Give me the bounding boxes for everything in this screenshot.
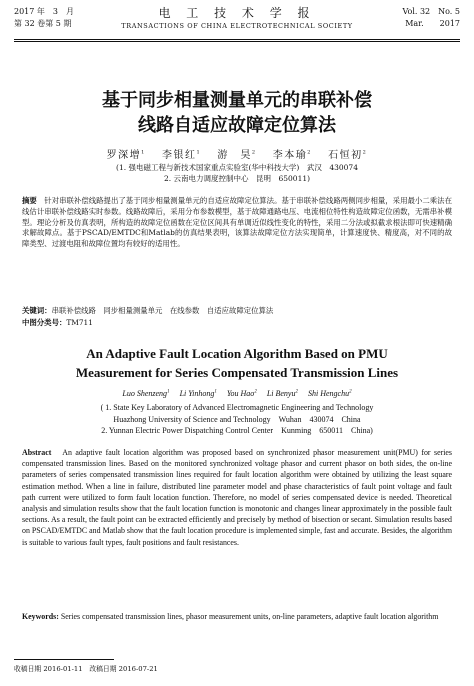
cn-author: 石恒初$^2$ [328, 149, 368, 161]
en-author: You Hao$^2$ [226, 389, 257, 398]
cn-title-line2: 线路自适应故障定位算法 [138, 115, 336, 136]
journal-header [14, 6, 460, 42]
cn-author: 罗深增$^1$ [106, 149, 146, 161]
cn-clc [22, 317, 452, 328]
cn-authors [0, 146, 474, 161]
footnote-rule [14, 659, 114, 660]
cn-author: 游 昊$^2$ [217, 149, 257, 161]
en-affiliations [0, 402, 474, 437]
en-affiliation-2: Huazhong University of Science and Technology Wuhan 430074 China [113, 414, 361, 424]
cn-clc-value: TM711 [66, 318, 93, 327]
header-date-cn: 2017 年 3 月 [14, 7, 74, 16]
en-title-line2: Measurement for Series Compensated Transmission Lines [75, 365, 399, 380]
cn-abstract [22, 196, 452, 250]
en-author: Li Benyu$^2$ [266, 389, 298, 398]
header-date-en: Mar. 2017 [405, 19, 460, 28]
cn-abstract-label: 摘要 [22, 196, 37, 205]
cn-title-line1: 基于同步相量测量单元的串联补偿 [102, 90, 372, 111]
cn-keywords-text: 串联补偿线路 同步相量测量单元 在线参数 自适应故障定位算法 [51, 306, 274, 315]
cn-affiliation-1: (1. 强电磁工程与新技术国家重点实验室(华中科技大学) 武汉 430074 [116, 163, 358, 172]
journal-name-cn: 电 工 技 术 学 报 [158, 6, 316, 20]
header-rule-bottom [14, 41, 460, 42]
en-keywords-text: Series compensated transmission lines, phasor measurement units, on-line parameters, adaptive fault location algorithm [60, 612, 439, 621]
cn-author: 李银红$^1$ [162, 149, 202, 161]
cn-affiliation-2: 2. 云南电力调度控制中心 昆明 650011) [163, 174, 311, 183]
journal-name-en: TRANSACTIONS OF CHINA ELECTROTECHNICAL SOCIETY [121, 22, 353, 30]
en-author: Luo Shenzeng$^1$ [122, 389, 170, 398]
cn-keywords-label: 关键词： [22, 306, 52, 315]
en-abstract-text: An adaptive fault location algorithm was proposed based on synchronized phasor measurement unit(PMU) for series compensated transmission lines. Based on the monitored synchronized voltage phasor and current phasor on both sides, the on-line parameters of series compensated transmission lines required for fault location algorithm were obtained by utilizing the least square estimation method. When a line in failure, distributed line parameter model and phase characteristics of fault point voltage and fault path current were utilized to form fault location function. Therefore, no model of series compensated device is needed. Theoretical analysis and simulation results show that the fault location function is monotonic and changes linear approximately in the possible fault sections. As a result, the fault point can be extracted efficiently and precisely by method of bisection or secant. Simulation results based on PSCAD/EMTDC and Matlab show that the fault location procedure is implemented simple, fast and accurate. Besides, the algorithm is suitable to various fault types, fault positions and fault resistances. [22, 448, 452, 547]
header-volume: Vol. 32 No. 5 [402, 7, 460, 16]
en-keywords-label: Keywords: [22, 612, 59, 621]
header-center [14, 6, 460, 32]
cn-affiliations [0, 162, 474, 184]
en-affiliation-3: 2. Yunnan Electric Power Dispatching Control Center Kunming 650011 China) [101, 426, 373, 435]
cn-clc-label: 中图分类号： [22, 318, 67, 327]
cn-author: 李本瑜$^2$ [272, 149, 312, 161]
en-author: Shi Hengchu$^2$ [307, 389, 352, 398]
header-issue-cn: 第 32 卷第 5 期 [14, 19, 72, 28]
cn-keywords [22, 305, 452, 316]
en-title-line1: An Adaptive Fault Location Algorithm Based on PMU [86, 346, 388, 361]
cn-abstract-text: 针对串联补偿线路提出了基于同步相量测量单元的自适应故障定位算法。基于串联补偿线路两侧同步相量，采用最小二乘法在线估计串联补偿线路实时参数。线路故障后，采用分布参数模型，基于故障通路电压、电流相位特性构造故障定位函数，无需串补模型。理论分析及仿真表明，所构造的故障定位函数在定位区间具有单调近似线性变化的特性，采用二分法或拟截求根法即可快速精确求解故障点。基于PSCAD/EMTDC和Matlab的仿真结果表明，该算法故障定位方法实现简单，计算速度快、精度高，对不同的故障类型、过渡电阻和故障位置均有较好的适用性。 [22, 196, 452, 249]
en-abstract-label: Abstract [22, 448, 52, 457]
header-right [402, 6, 460, 30]
received-dates: 收稿日期 2016-01-11 改稿日期 2016-07-21 [14, 665, 158, 673]
en-author: Li Yinhong$^1$ [179, 389, 217, 398]
header-rule-top [14, 39, 460, 40]
cn-title [0, 88, 474, 138]
en-authors [0, 388, 474, 399]
en-abstract [22, 447, 452, 548]
en-keywords [22, 611, 452, 622]
en-title [0, 344, 474, 382]
en-affiliation-1: ( 1. State Key Laboratory of Advanced Electromagnetic Engineering and Technology [100, 403, 374, 412]
